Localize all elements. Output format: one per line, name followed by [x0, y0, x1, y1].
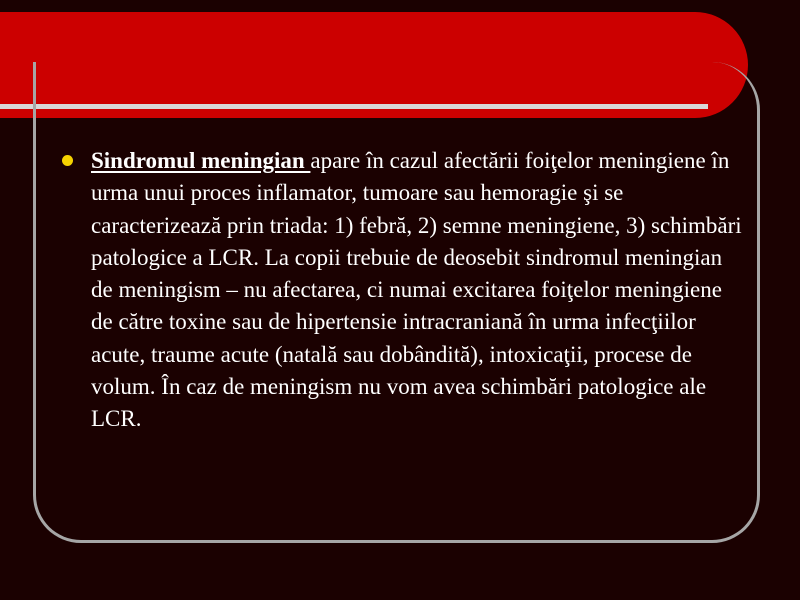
term-heading: Sindromul meningian [91, 148, 311, 173]
bullet-paragraph [91, 145, 742, 436]
content-area [62, 145, 742, 436]
bullet-icon [62, 155, 73, 166]
term-description: apare în cazul afectării foiţelor meningiene în urma unui proces inflamator, tumoare sau hemoragie şi se caracterizează prin triada: 1) febră, 2) semne meningiene, 3) schimbări patologice a LCR. La copii trebuie de deosebit sindromul meningian de meningism – nu afectarea, ci numai excitarea foiţelor meningiene de către toxine sau de hipertensie intracraniană în urma infecţiilor acute, traume acute (natală sau dobândită), intoxicaţii, procese de volum. În caz de meningism nu vom avea schimbări patologice ale LCR. [91, 148, 742, 432]
bullet-item [62, 145, 742, 436]
